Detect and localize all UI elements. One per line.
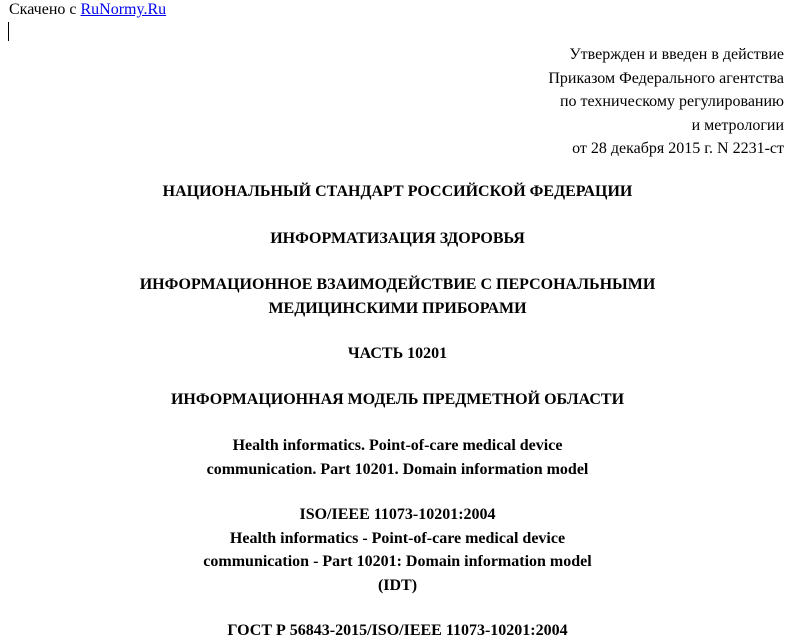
approval-line: и метрологии: [691, 116, 784, 134]
gost-number: ГОСТ Р 56843-2015/ISO/IEEE 11073-10201:2004: [227, 622, 568, 639]
download-source-prefix: Скачено с: [9, 1, 77, 18]
part-text: ЧАСТЬ 10201: [347, 345, 448, 362]
iso-heading: [0, 503, 790, 597]
title-en-line: communication. Part 10201. Domain information model: [206, 460, 589, 478]
part-heading: [0, 342, 790, 366]
title-en-line: Health informatics. Point-of-care medical device: [232, 437, 563, 454]
iso-title-line: Health informatics - Point-of-care medical device: [229, 529, 566, 547]
title-ru-2-line: ИНФОРМАЦИОННОЕ ВЗАИМОДЕЙСТВИЕ С ПЕРСОНАЛЬНЫМИ: [139, 276, 656, 293]
iso-number: ISO/IEEE 11073-10201:2004: [299, 506, 496, 523]
title-ru-text: ИНФОРМАТИЗАЦИЯ ЗДОРОВЬЯ: [270, 230, 525, 247]
runormy-link[interactable]: RuNormy.Ru: [80, 1, 167, 18]
approval-block: [548, 43, 784, 161]
subtitle-ru-text: ИНФОРМАЦИОННАЯ МОДЕЛЬ ПРЕДМЕТНОЙ ОБЛАСТИ: [170, 391, 625, 408]
iso-idt: (IDT): [377, 576, 418, 594]
approval-line: Приказом Федерального агентства: [548, 69, 784, 87]
title-en-heading: [0, 434, 790, 481]
download-source-line: [9, 0, 166, 20]
standard-type-text: НАЦИОНАЛЬНЫЙ СТАНДАРТ РОССИЙСКОЙ ФЕДЕРАЦИИ: [162, 183, 633, 200]
subtitle-ru-heading: [0, 388, 790, 412]
approval-line: от 28 декабря 2015 г. N 2231-ст: [572, 140, 784, 157]
text-cursor: [8, 22, 9, 41]
iso-title-line: communication - Part 10201: Domain information model: [203, 553, 592, 570]
standard-type-heading: [0, 180, 790, 204]
title-ru-2-line: МЕДИЦИНСКИМИ ПРИБОРАМИ: [268, 299, 527, 317]
approval-line: по техническому регулированию: [559, 93, 784, 110]
approval-line: Утвержден и введен в действие: [569, 46, 784, 63]
gost-heading: [0, 619, 790, 643]
title-ru-heading: [0, 227, 790, 251]
title-ru-2-heading: [0, 273, 790, 320]
